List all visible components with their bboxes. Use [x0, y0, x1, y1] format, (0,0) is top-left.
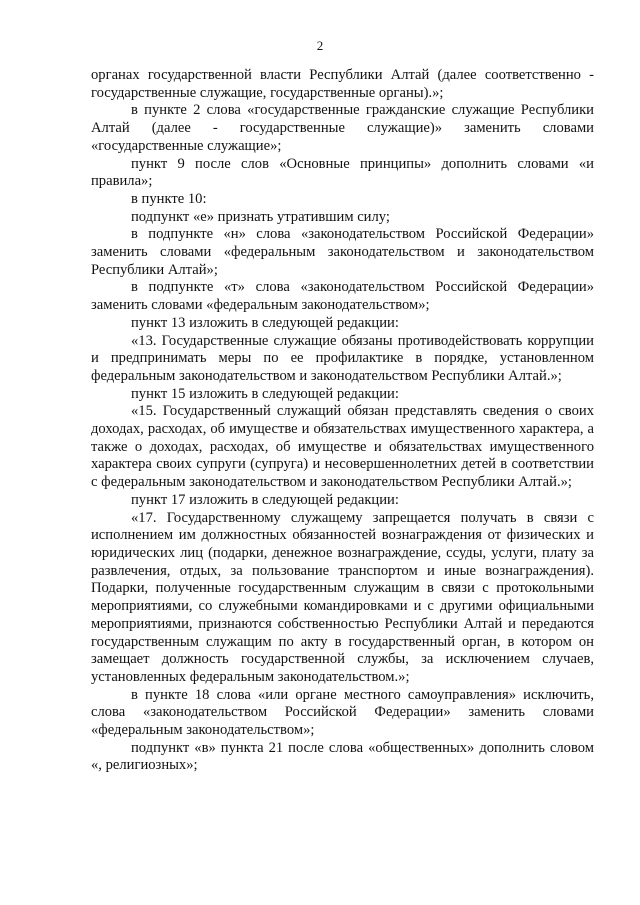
paragraph: пункт 9 после слов «Основные принципы» дополнить словами «и правила»; [91, 155, 594, 190]
paragraph: «13. Государственные служащие обязаны противодействовать коррупции и предпринимать меры по ее профилактике в порядке, установленном федеральным законодательством и законодательством Республики Алтай.»; [91, 332, 594, 384]
paragraph: «17. Государственному служащему запрещается получать в связи с исполнением им должностных обязанностей вознаграждения от физических и юридических лиц (подарки, денежное вознаграждение, ссуды, услуги, плату за развлечения, отдых, за пользование транспортом и иные вознаграждения). Подарки, полученные государственным служащим в связи с протокольными мероприятиями, со служебными командировками и с другими официальными мероприятиями, признаются собственностью Республики Алтай и передаются государственным служащим по акту в государственный орган, в котором он замещает должность государственной службы, за исключением случаев, установленных федеральным законодательством.»; [91, 509, 594, 685]
paragraph: в пункте 10: [131, 190, 207, 207]
paragraph: в подпункте «т» слова «законодательством Российской Федерации» заменить словами «федеральным законодательством»; [91, 279, 594, 314]
paragraph: пункт 15 изложить в следующей редакции: [131, 385, 399, 402]
document-body [91, 67, 594, 775]
paragraph: в пункте 18 слова «или органе местного самоуправления» исключить, слова «законодательством Российской Федерации» заменить словами «федеральным законодательством»; [91, 686, 594, 739]
paragraph: подпункт «в» пункта 21 после слова «общественных» дополнить словом «, религиозных»; [91, 739, 594, 774]
page-number: 2 [316, 38, 324, 53]
paragraph: пункт 13 изложить в следующей редакции: [131, 314, 399, 331]
paragraph: органах государственной власти Республики Алтай (далее соответственно - государственные служащие, государственные органы).»; [91, 67, 594, 101]
paragraph: «15. Государственный служащий обязан представлять сведения о своих доходах, расходах, об имуществе и обязательствах имущественного характера, а также о доходах, расходах, об имуществе и обязательствах имущественного характера своих супруги (супруга) и несовершеннолетних детей в соответствии с федеральным законодательством и законодательством Республики Алтай.»; [91, 403, 594, 491]
paragraph: в подпункте «н» слова «законодательством Российской Федерации» заменить словами «федеральным законодательством и законодательством Республики Алтай»; [91, 226, 594, 278]
paragraph: подпункт «е» признать утратившим силу; [131, 208, 390, 225]
paragraph: пункт 17 изложить в следующей редакции: [131, 491, 399, 508]
paragraph: в пункте 2 слова «государственные гражданские служащие Республики Алтай (далее - государственные служащие)» заменить словами «государственные служащие»; [91, 102, 594, 154]
